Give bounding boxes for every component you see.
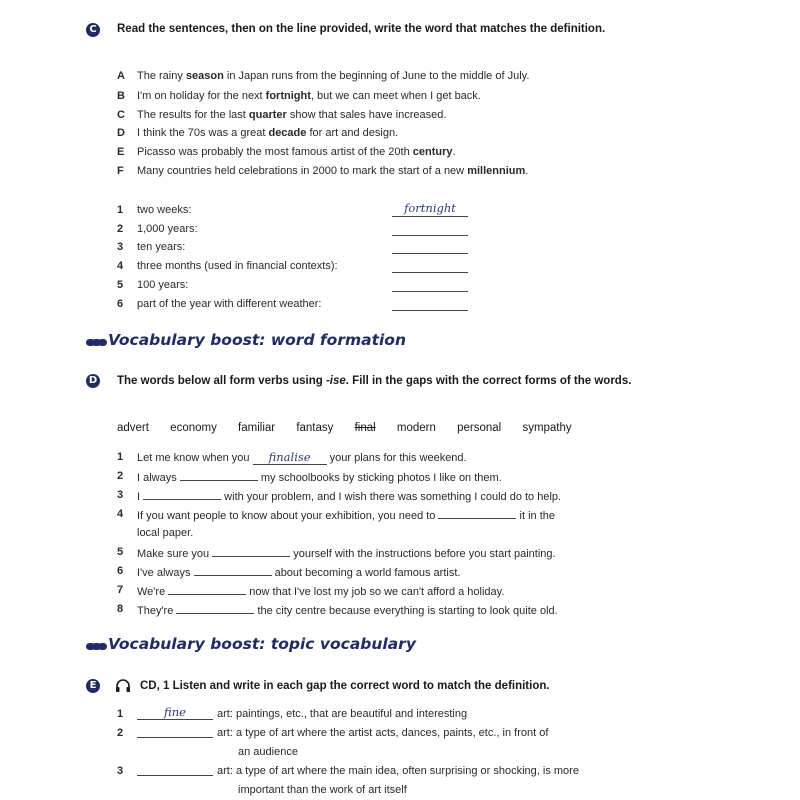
gap-answer-field[interactable]: [194, 564, 272, 576]
sentence-letter: E: [117, 146, 125, 158]
sentence-letter: F: [117, 165, 124, 177]
definition-text: part of the year with different weather:: [137, 298, 322, 310]
item-number: 1: [117, 451, 124, 463]
definition-number: 4: [117, 260, 124, 272]
sentence-letter: C: [117, 109, 125, 121]
section-d-badge: D: [86, 374, 100, 388]
definition-number: 3: [117, 241, 124, 253]
definition-answer-field[interactable]: [392, 291, 468, 292]
gap-answer-field[interactable]: [176, 602, 254, 614]
definition-text: ten years:: [137, 241, 186, 253]
sentence-text: The rainy season in Japan runs from the beginning of June to the middle of July.: [137, 70, 530, 82]
item-number: 3: [117, 765, 124, 777]
bullet-dots-icon: [86, 636, 104, 654]
gap-answer-field[interactable]: finalise: [253, 450, 327, 465]
sentence-letter: A: [117, 70, 125, 82]
item-number: 2: [117, 727, 124, 739]
item-number: 6: [117, 565, 124, 577]
gap-answer-field[interactable]: [143, 488, 221, 500]
gap-answer-field[interactable]: [168, 583, 246, 595]
section-header-text: Vocabulary boost: topic vocabulary: [108, 635, 416, 653]
bullet-dots-icon: [86, 332, 104, 350]
item-text: I always my schoolbooks by sticking photos I like on them.: [137, 469, 502, 485]
item-text: If you want people to know about your exhibition, you need to it in the: [137, 507, 555, 523]
sentence-text: I'm on holiday for the next fortnight, but we can meet when I get back.: [137, 90, 481, 102]
item-text: art: a type of art where the main idea, often surprising or shocking, is more: [217, 765, 579, 777]
definition-answer-field[interactable]: fortnight: [392, 201, 468, 217]
item-number: 3: [117, 489, 124, 501]
word-bank-item: advert: [117, 422, 149, 434]
gap-answer-field[interactable]: [438, 507, 516, 519]
definition-answer-field[interactable]: [392, 272, 468, 273]
definition-text: two weeks:: [137, 204, 192, 216]
section-e-instruction: CD, 1 Listen and write in each gap the correct word to match the definition.: [140, 680, 550, 692]
item-text: We're now that I've lost my job so we can't afford a holiday.: [137, 583, 504, 599]
definition-answer-field[interactable]: [392, 310, 468, 311]
sentence-letter: D: [117, 127, 125, 139]
word-bank-item: fantasy: [296, 422, 334, 434]
sentence-text: The results for the last quarter show that sales have increased.: [137, 109, 447, 121]
definition-answer-field[interactable]: [392, 235, 468, 236]
definition-number: 6: [117, 298, 124, 310]
word-bank-item: sympathy: [522, 422, 572, 434]
definition-number: 1: [117, 204, 124, 216]
word-bank-item-used: final: [354, 422, 376, 434]
section-e-badge: E: [86, 679, 100, 693]
word-bank-item: familiar: [238, 422, 276, 434]
item-text: art: a type of art where the artist acts, dances, paints, etc., in front of: [217, 727, 549, 739]
section-d-instruction: The words below all form verbs using -ise. Fill in the gaps with the correct forms of the words.: [117, 375, 632, 387]
sentence-text: Picasso was probably the most famous artist of the 20th century.: [137, 146, 456, 158]
definition-text: three months (used in financial contexts):: [137, 260, 338, 272]
item-text: I with your problem, and I wish there was something I could do to help.: [137, 488, 561, 504]
item-text: They're the city centre because everything is starting to look quite old.: [137, 602, 558, 618]
item-number: 1: [117, 708, 124, 720]
section-header-word-formation: [86, 331, 406, 350]
sentence-letter: B: [117, 90, 125, 102]
section-header-topic-vocabulary: [86, 635, 416, 654]
word-bank-item: economy: [170, 422, 217, 434]
definition-answer-field[interactable]: [392, 253, 468, 254]
section-c-instruction: Read the sentences, then on the line provided, write the word that matches the definition.: [117, 23, 606, 35]
item-number: 8: [117, 603, 124, 615]
item-number: 5: [117, 546, 124, 558]
definition-number: 2: [117, 223, 124, 235]
exercise-item-continuation: an audience: [238, 746, 298, 758]
gap-answer-field[interactable]: fine: [137, 705, 213, 720]
item-number: 7: [117, 584, 124, 596]
gap-answer-field[interactable]: [137, 726, 213, 738]
definition-text: 1,000 years:: [137, 223, 198, 235]
word-bank-item: personal: [457, 422, 502, 434]
word-bank-item: modern: [396, 422, 436, 434]
item-number: 4: [117, 508, 124, 520]
headphones-icon: [115, 679, 131, 693]
sentence-text: I think the 70s was a great decade for art and design.: [137, 127, 399, 139]
section-header-text: Vocabulary boost: word formation: [108, 331, 406, 349]
sentence-text: Many countries held celebrations in 2000 to mark the start of a new millennium.: [137, 165, 529, 177]
section-c-badge: C: [86, 23, 100, 37]
exercise-item-continuation: local paper.: [137, 527, 194, 539]
exercise-item-continuation: important than the work of art itself: [238, 784, 407, 796]
gap-answer-field[interactable]: [180, 469, 258, 481]
item-text: Let me know when you finalise your plans for this weekend.: [137, 450, 467, 464]
word-bank: [117, 422, 590, 434]
gap-answer-field[interactable]: [212, 545, 290, 557]
definition-number: 5: [117, 279, 124, 291]
item-number: 2: [117, 470, 124, 482]
item-text: I've always about becoming a world famous artist.: [137, 564, 460, 580]
item-text: Make sure you yourself with the instructions before you start painting.: [137, 545, 556, 561]
item-text: art: paintings, etc., that are beautiful and interesting: [217, 708, 468, 720]
definition-text: 100 years:: [137, 279, 189, 291]
gap-answer-field[interactable]: [137, 764, 213, 776]
